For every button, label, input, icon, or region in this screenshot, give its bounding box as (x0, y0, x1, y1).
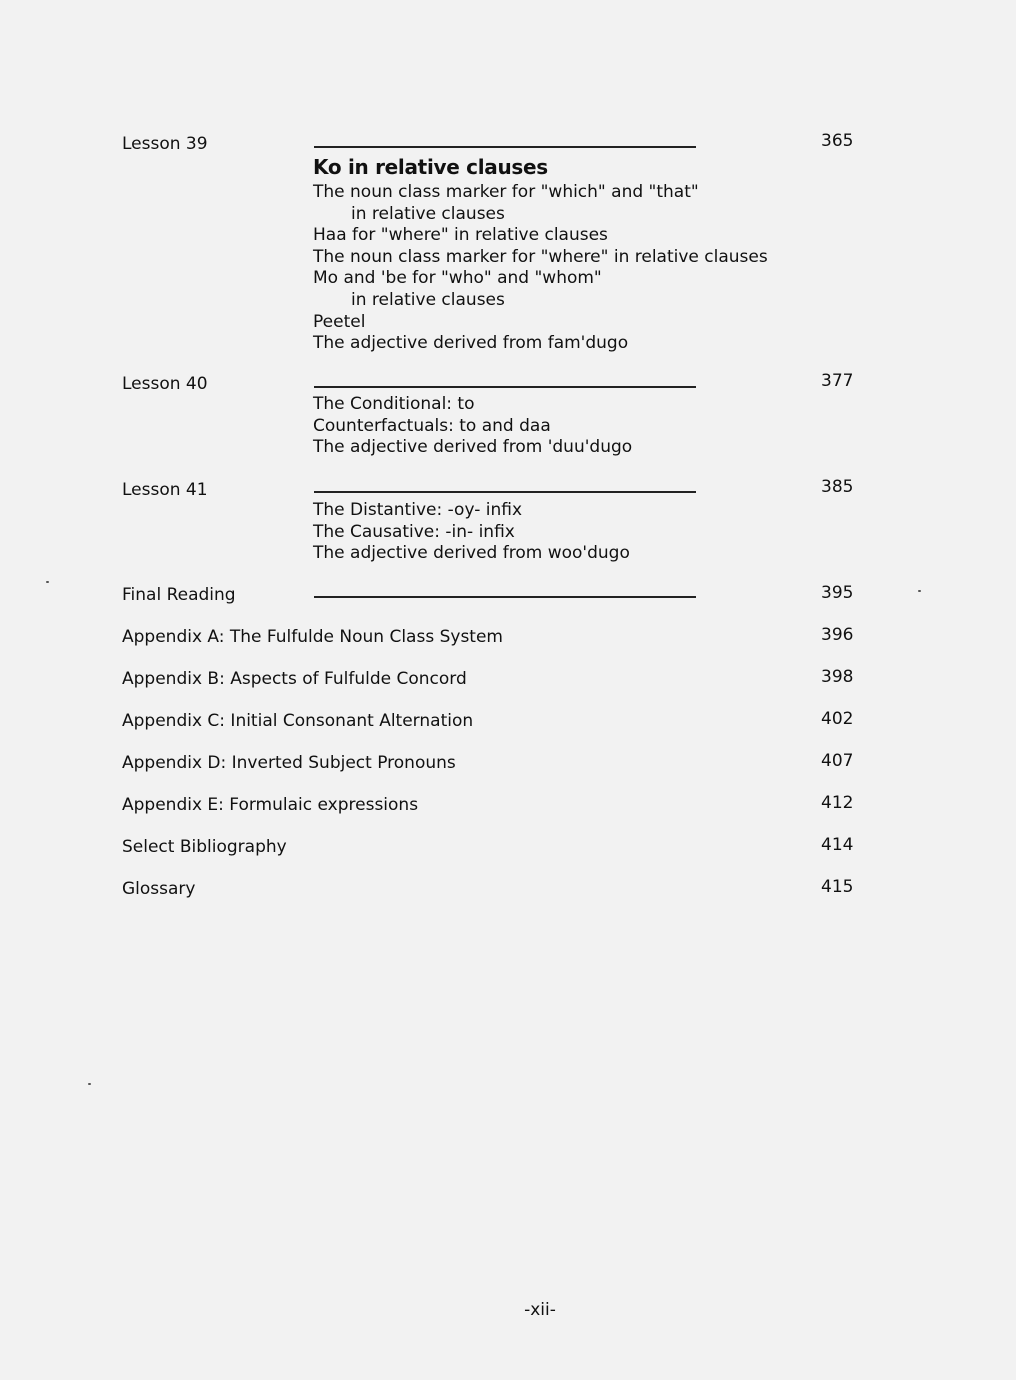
scan-speck (918, 590, 921, 592)
appendix-c-label: Appendix C: Initial Consonant Alternation (122, 711, 474, 731)
topic-item: The Conditional: to (313, 394, 475, 414)
lesson-41-topics (313, 500, 630, 565)
final-reading-label: Final Reading (122, 585, 236, 605)
bibliography-page: 414 (821, 835, 854, 855)
lesson-39-topics (313, 157, 768, 355)
leader-line (314, 491, 696, 493)
final-reading-page: 395 (821, 583, 854, 603)
appendix-d-page: 407 (821, 751, 854, 771)
topic-item: The adjective derived from 'duu'dugo (313, 437, 633, 458)
topic-item: Peetel (313, 311, 366, 332)
appendix-a-page: 396 (821, 625, 854, 645)
topic-item: The noun class marker for "which" and "that" (313, 182, 699, 202)
leader-line (314, 386, 696, 388)
lesson-40-topics (313, 394, 632, 459)
topic-item: Mo and 'be for "who" and "whom" (313, 268, 602, 289)
lesson-39-page: 365 (821, 131, 854, 151)
appendix-b-page: 398 (821, 667, 854, 687)
appendix-d-label: Appendix D: Inverted Subject Pronouns (122, 753, 456, 773)
leader-line (314, 596, 696, 598)
lesson-39-label: Lesson 39 (122, 134, 208, 154)
topic-item: The Distantive: -oy- infix (313, 500, 523, 520)
appendix-a-label: Appendix A: The Fulfulde Noun Class System (122, 627, 503, 647)
topic-item: Counterfactuals: to and daa (313, 415, 551, 436)
topic-item: The noun class marker for "where" in relative clauses (313, 246, 768, 267)
topic-item: in relative clauses (351, 289, 505, 310)
leader-line (314, 146, 696, 148)
scan-speck (46, 581, 49, 583)
page-footer-number: -xii- (524, 1300, 556, 1320)
topic-item: Haa for "where" in relative clauses (313, 225, 608, 246)
appendix-b-label: Appendix B: Aspects of Fulfulde Concord (122, 669, 467, 689)
topic-heading: Ko in relative clauses (313, 155, 548, 179)
bibliography-label: Select Bibliography (122, 837, 287, 857)
lesson-41-page: 385 (821, 477, 854, 497)
appendix-e-page: 412 (821, 793, 854, 813)
topic-item: The adjective derived from woo'dugo (313, 543, 630, 564)
topic-item: in relative clauses (351, 203, 505, 224)
topic-item: The Causative: -in- infix (313, 521, 515, 542)
appendix-c-page: 402 (821, 709, 854, 729)
topic-item: The adjective derived from fam'dugo (313, 333, 629, 354)
lesson-40-label: Lesson 40 (122, 374, 208, 394)
glossary-page: 415 (821, 877, 854, 897)
glossary-label: Glossary (122, 879, 196, 899)
lesson-41-label: Lesson 41 (122, 480, 208, 500)
appendix-e-label: Appendix E: Formulaic expressions (122, 795, 419, 815)
lesson-40-page: 377 (821, 371, 854, 391)
scan-speck (88, 1083, 91, 1085)
